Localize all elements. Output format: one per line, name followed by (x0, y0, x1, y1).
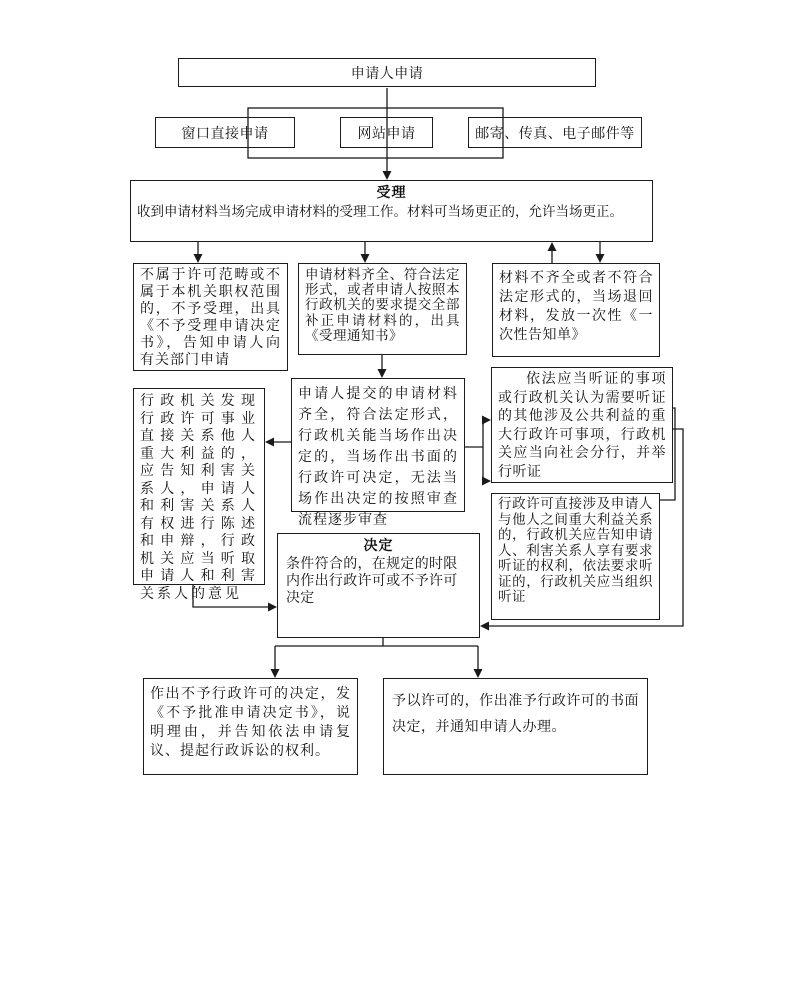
node-grant-license (383, 678, 648, 775)
node-not-accepted (133, 263, 288, 371)
node-materials-incomplete (492, 263, 660, 357)
node-website-application (340, 117, 433, 148)
node-public-hearing (491, 367, 673, 483)
node-grant-license-body: 予以许可的，作出准予行政许可的书面决定，并通知申请人办理。 (392, 694, 639, 735)
node-deny-license-body: 作出不予行政许可的决定，发《不予批准申请决定书》，说明理由，并告知依法申请复议、提起行政诉讼的权利。 (150, 687, 351, 759)
node-acceptance-body: 收到申请材料当场完成申请材料的受理工作。材料可当场更正的，允许当场更正。 (137, 204, 623, 219)
node-onsite-decision (291, 378, 465, 528)
node-deny-license (143, 678, 358, 775)
node-requested-hearing (491, 493, 660, 620)
node-decision-title: 决定 (363, 539, 394, 554)
node-onsite-decision-body: 申请人提交的申请材料齐全，符合法定形式，行政机关能当场作出决定的，当场作出书面的行政许可决定，无法当场作出决定的按照审查流程逐步审查 (298, 387, 458, 528)
node-decision-body: 条件符合的，在规定的时限内作出行政许可或不予许可决定 (286, 557, 458, 606)
node-interested-parties (133, 388, 265, 602)
node-not-accepted-body: 不属于许可范畴或不属于本机关职权范围的，不予受理，出具《不予受理申请决定书》，告知申请人向有关部门申请 (140, 268, 281, 368)
node-applicant-application (178, 58, 596, 87)
node-window-application-label: 窗口直接申请 (181, 126, 269, 142)
node-window-application (155, 117, 295, 148)
node-materials-incomplete-body: 材料不齐全或者不符合法定形式的，当场退回材料，发放一次性《一次性告知单》 (499, 271, 653, 343)
node-acceptance-title: 受理 (376, 186, 407, 201)
node-mail-application-label: 邮寄、传真、电子邮件等 (475, 126, 635, 142)
node-public-hearing-body: 依法应当听证的事项或行政机关认为需要听证的其他涉及公共利益的重大行政许可事项，行政机关应当向社会分行，并举行听证 (498, 372, 666, 480)
node-acceptance (130, 180, 653, 242)
node-mail-application (468, 117, 642, 148)
node-materials-complete-body: 申请材料齐全、符合法定形式，或者申请人按照本行政机关的要求提交全部补正申请材料的，出具《受理通知书》 (305, 267, 460, 343)
node-website-application-label: 网站申请 (357, 126, 416, 142)
node-applicant-application-label: 申请人申请 (350, 66, 424, 82)
node-materials-complete (298, 263, 467, 355)
node-decision (277, 533, 480, 638)
node-requested-hearing-body: 行政许可直接涉及申请人与他人之间重大利益关系的，行政机关应告知申请人、利害关系人享有要求听证的权利，依法要求听证的，行政机关应当组织听证 (498, 496, 653, 604)
node-interested-parties-body: 行政机关发现行政许可事业直接关系他人重大利益的，应告知利害关系人，申请人和利害关系人有权进行陈述和申辩，行政机关应当听取申请人和利害关系人的意见 (140, 394, 258, 602)
